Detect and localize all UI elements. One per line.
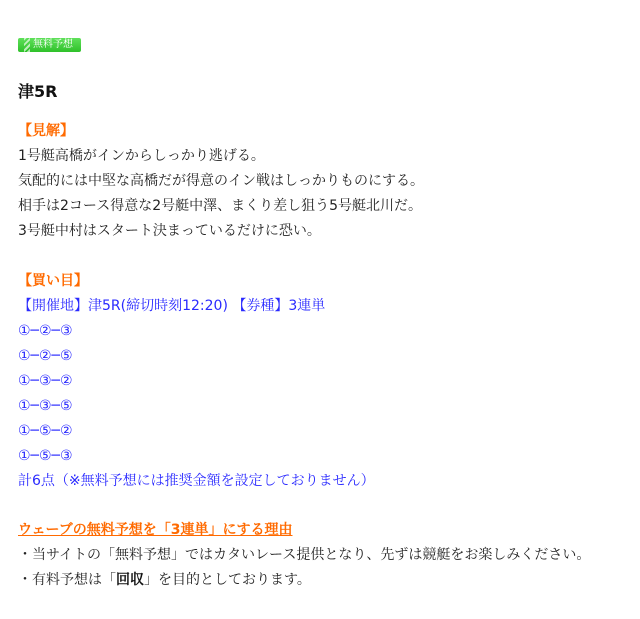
picks-info: 【開催地】津5R(締切時刻12:20) 【券種】3連単 xyxy=(18,298,326,314)
combo-item: ①─⑤─③ xyxy=(18,448,73,464)
free-prediction-badge xyxy=(18,38,81,52)
picks-heading: 【買い目】 xyxy=(18,273,88,289)
reason-link[interactable]: ウェーブの無料予想を「3連単」にする理由 xyxy=(18,522,293,538)
article xyxy=(18,32,618,593)
picks-total: 計6点（※無料予想には推奨金額を設定しておりません） xyxy=(18,473,375,489)
reason-bold: 回収 xyxy=(116,572,144,588)
combo-item: ①─②─⑤ xyxy=(18,348,73,364)
reason-line xyxy=(18,568,618,593)
opinion-heading: 【見解】 xyxy=(18,123,74,139)
opinion-line: 相手は2コース得意な2号艇中澤、まくり差し狙う5号艇北川だ。 xyxy=(18,198,423,214)
opinion-line: 1号艇高橋がインからしっかり逃げる。 xyxy=(18,148,265,164)
reason-prefix: ・有料予想は「 xyxy=(18,572,116,588)
opinion-line: 気配的には中堅な高橋だが得意のイン戦はしっかりものにする。 xyxy=(18,173,424,189)
combo-item: ①─②─③ xyxy=(18,323,73,339)
reason-suffix: 」を目的としております。 xyxy=(144,572,311,588)
badge-label: 無料予想 xyxy=(33,39,73,50)
combo-item: ①─③─② xyxy=(18,373,73,389)
combo-item: ①─⑤─② xyxy=(18,423,73,439)
combo-item: ①─③─⑤ xyxy=(18,398,73,414)
stripe-icon xyxy=(24,38,30,52)
reason-line: ・当サイトの「無料予想」ではカタいレース提供となり、先ずは競艇をお楽しみください。 xyxy=(18,547,591,563)
race-title: 津5R xyxy=(18,82,58,101)
opinion-line: 3号艇中村はスタート決まっているだけに恐い。 xyxy=(18,223,321,239)
